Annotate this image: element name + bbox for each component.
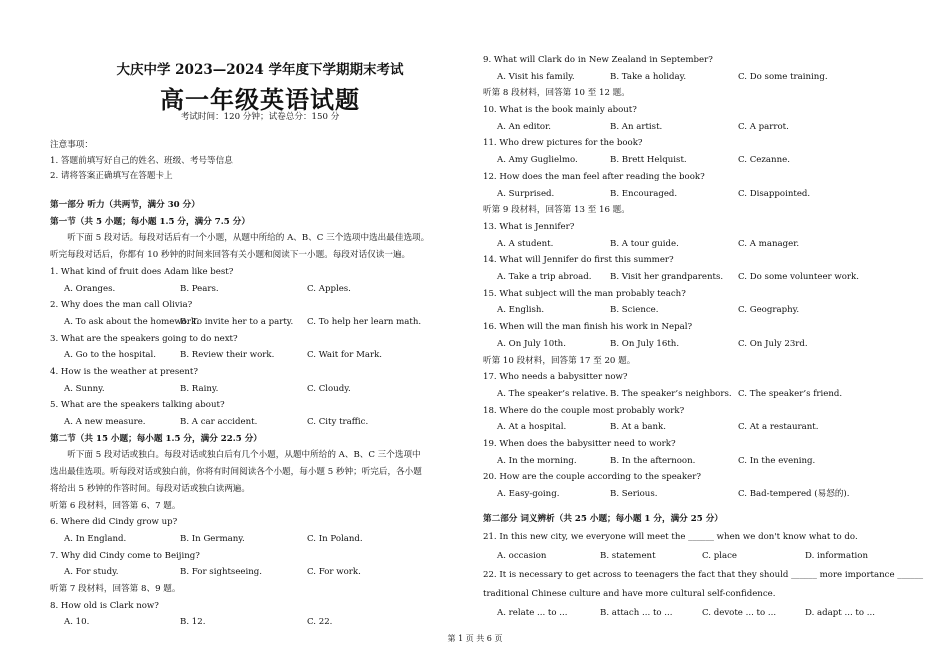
option-b: B. Brett Helquist.	[610, 155, 687, 166]
question-stem: 16. When will the man finish his work in Nepal?	[483, 322, 693, 333]
question-stem: 11. Who drew pictures for the book?	[483, 138, 643, 149]
option-c: C. In Poland.	[307, 533, 363, 544]
section2-instructions: 听下面 5 段对话或独白。每段对话或独白后有几个小题，从题中所给的 A、B、C 三个选项中	[67, 450, 421, 461]
option-b: B. In Germany.	[180, 533, 245, 544]
option-a: A. To ask about the homework.	[64, 316, 199, 327]
question-options	[483, 119, 908, 136]
option-b: B. For sightseeing.	[180, 567, 263, 578]
option-c: C. place	[702, 550, 738, 561]
question-stem: 9. What will Clark do in New Zealand in September?	[483, 55, 713, 65]
section1-instructions-cont: 听完每段对话后，你都有 10 秒钟的时间来回答有关小题和阅读下一小题。每段对话仅读一遍。	[50, 250, 411, 261]
option-b: B. Science.	[610, 305, 659, 316]
option-c: C. A manager.	[738, 238, 800, 249]
question-options	[50, 314, 470, 331]
question-options	[483, 547, 908, 566]
option-b: B. A tour guide.	[610, 238, 679, 249]
section1-title: 第一节（共 5 小题；每小题 1.5 分，满分 7.5 分）	[50, 216, 250, 227]
question-stem: 21. In this new city, we everyone will meet the ______ when we don't know what to do.	[483, 531, 858, 542]
option-b: B. Encouraged.	[610, 188, 678, 199]
option-a: A. In England.	[64, 533, 127, 544]
option-a: A. An editor.	[497, 121, 551, 132]
question-stem: 17. Who needs a babysitter now?	[483, 372, 628, 383]
question-stem: 18. Where do the couple most probably work?	[483, 405, 685, 416]
material-line: 听第 10 段材料，回答第 17 至 20 题。	[483, 355, 636, 366]
option-a: A. relate ... to ...	[497, 607, 568, 618]
section2-instructions-cont: 选出最佳选项。听每段对话或独白前，你将有时间阅读各个小题，每小题 5 秒钟；听完后，各小题	[50, 467, 422, 478]
question-stem: 10. What is the book mainly about?	[483, 105, 637, 116]
part1-title: 第一部分 听力（共两节，满分 30 分）	[50, 200, 200, 210]
question-options	[483, 419, 908, 436]
notes	[50, 137, 470, 184]
school-exam-line: 大庆中学 2023—2024 学年度下学期期末考试	[116, 62, 404, 78]
page-footer: 第 1 页 共 6 页	[447, 634, 503, 643]
notes-heading: 注意事项：	[50, 140, 93, 150]
option-b: B. statement	[600, 550, 656, 561]
question-options	[50, 614, 470, 631]
option-b: B. attach ... to ...	[600, 607, 673, 618]
option-c: C. The speaker’s friend.	[738, 388, 843, 399]
question-options	[50, 347, 470, 364]
option-a: A. Easy-going.	[497, 489, 560, 500]
option-c: C. On July 23rd.	[738, 338, 808, 349]
material-line: 听第 7 段材料，回答第 8、9 题。	[50, 584, 181, 595]
question-options	[483, 302, 908, 319]
option-a: A. On July 10th.	[497, 338, 566, 349]
option-a: A. In the morning.	[497, 455, 577, 466]
listening-continued	[483, 52, 908, 503]
question-stem: 22. It is necessary to get across to teenagers the fact that they should ______ more importance ______	[483, 569, 924, 580]
option-c: C. Geography.	[738, 305, 800, 316]
option-b: B. A car accident.	[180, 417, 258, 428]
option-b: B. An artist.	[610, 121, 663, 132]
question-options	[483, 453, 908, 470]
question-options	[483, 486, 908, 503]
option-a: A. At a hospital.	[497, 422, 567, 433]
question-stem-cont: traditional Chinese culture and have more cultural self-confidence.	[483, 588, 776, 599]
note-item: 2. 请将答案正确填写在答题卡上	[50, 170, 173, 181]
question-options	[50, 381, 470, 398]
material-line: 听第 9 段材料，回答第 13 至 16 题。	[483, 205, 630, 216]
section2-instructions-cont: 将给出 5 秒钟的作答时间。每段对话或独白读两遍。	[50, 483, 250, 494]
part1-listening	[50, 197, 470, 631]
option-a: A. A new measure.	[64, 417, 146, 428]
option-c: C. 22.	[307, 617, 333, 628]
option-c: C. City traffic.	[307, 417, 369, 428]
question-options	[483, 236, 908, 253]
question-options	[50, 564, 470, 581]
option-c: C. In the evening.	[738, 455, 816, 466]
part2-vocabulary	[483, 511, 924, 623]
option-a: A. For study.	[64, 567, 119, 578]
option-a: A. Visit his family.	[497, 71, 575, 82]
option-b: B. 12.	[180, 617, 206, 628]
page-title: 高一年级英语试题	[160, 85, 360, 114]
option-c: C. Bad-tempered (易怒的).	[738, 489, 850, 500]
option-b: B. Pears.	[180, 283, 219, 294]
option-c: C. Cloudy.	[307, 383, 351, 394]
material-line: 听第 6 段材料，回答第 6、7 题。	[50, 500, 181, 511]
option-b: B. Rainy.	[180, 383, 219, 394]
section1-instructions: 听下面 5 段对话。每段对话后有一个小题，从题中所给的 A、B、C 三个选项中选出最佳选项。	[67, 233, 430, 244]
question-stem: 8. How old is Clark now?	[50, 600, 159, 611]
option-b: B. Visit her grandparents.	[610, 272, 724, 283]
option-c: C. devote ... to ...	[702, 607, 777, 618]
question-options	[50, 414, 470, 431]
option-b: B. On July 16th.	[610, 338, 680, 349]
question-stem: 5. What are the speakers talking about?	[50, 400, 225, 411]
option-c: C. For work.	[307, 567, 361, 578]
question-options	[483, 604, 908, 623]
question-stem: 19. When does the babysitter need to work?	[483, 439, 676, 450]
question-stem: 1. What kind of fruit does Adam like best?	[50, 266, 234, 277]
question-stem: 3. What are the speakers going to do next?	[50, 333, 238, 344]
question-stem: 14. What will Jennifer do first this summer?	[483, 255, 674, 266]
option-c: C. Do some training.	[738, 71, 828, 82]
question-options	[483, 269, 908, 286]
option-b: B. Take a holiday.	[610, 71, 687, 82]
option-a: A. English.	[497, 305, 545, 316]
question-stem: 6. Where did Cindy grow up?	[50, 517, 178, 528]
option-c: C. To help her learn math.	[307, 316, 422, 327]
option-a: A. Sunny.	[64, 383, 105, 394]
question-stem: 2. Why does the man call Olivia?	[50, 300, 193, 311]
option-a: A. Surprised.	[497, 188, 555, 199]
option-a: A. 10.	[64, 617, 90, 628]
option-b: B. Review their work.	[180, 350, 275, 361]
option-c: C. At a restaurant.	[738, 422, 819, 433]
option-b: B. At a bank.	[610, 422, 666, 433]
question-options	[50, 281, 470, 298]
option-a: A. A student.	[497, 238, 554, 249]
question-options	[483, 69, 908, 86]
question-stem: 13. What is Jennifer?	[483, 221, 575, 232]
option-c: C. Disappointed.	[738, 188, 811, 199]
question-options	[483, 336, 908, 353]
part2-title: 第二部分 词义辨析（共 25 小题；每小题 1 分，满分 25 分）	[483, 514, 723, 524]
option-a: A. Go to the hospital.	[64, 350, 157, 361]
question-options	[483, 152, 908, 169]
option-a: A. Amy Guglielmo.	[497, 155, 578, 166]
option-b: B. Serious.	[610, 489, 658, 500]
question-stem: 15. What subject will the man probably teach?	[483, 288, 686, 299]
option-c: C. Apples.	[307, 283, 351, 294]
option-b: B. To invite her to a party.	[180, 316, 294, 327]
option-c: C. Cezanne.	[738, 155, 790, 166]
option-a: A. occasion	[497, 550, 547, 561]
option-b: B. The speaker’s neighbors.	[610, 388, 732, 399]
option-c: C. A parrot.	[738, 121, 789, 132]
option-d: D. adapt ... to ...	[805, 607, 875, 618]
option-a: A. Oranges.	[64, 283, 116, 294]
question-stem: 7. Why did Cindy come to Beijing?	[50, 550, 200, 561]
question-options	[50, 531, 470, 548]
option-c: C. Do some volunteer work.	[738, 272, 859, 283]
question-stem: 20. How are the couple according to the speaker?	[483, 472, 701, 483]
option-b: B. In the afternoon.	[610, 455, 696, 466]
option-c: C. Wait for Mark.	[307, 350, 383, 361]
option-a: A. The speaker’s relative.	[497, 388, 609, 399]
option-a: A. Take a trip abroad.	[497, 272, 592, 283]
question-stem: 4. How is the weather at present?	[50, 366, 198, 377]
section2-title: 第二节（共 15 小题；每小题 1.5 分，满分 22.5 分）	[50, 433, 262, 444]
note-item: 1. 答题前填写好自己的姓名、班级、考号等信息	[50, 155, 233, 166]
question-options	[483, 386, 908, 403]
exam-info: 考试时间：120 分钟；试卷总分：150 分	[180, 112, 340, 122]
question-options	[483, 186, 908, 203]
option-d: D. information	[805, 550, 868, 561]
material-line: 听第 8 段材料，回答第 10 至 12 题。	[483, 88, 630, 99]
question-stem: 12. How does the man feel after reading the book?	[483, 171, 705, 182]
